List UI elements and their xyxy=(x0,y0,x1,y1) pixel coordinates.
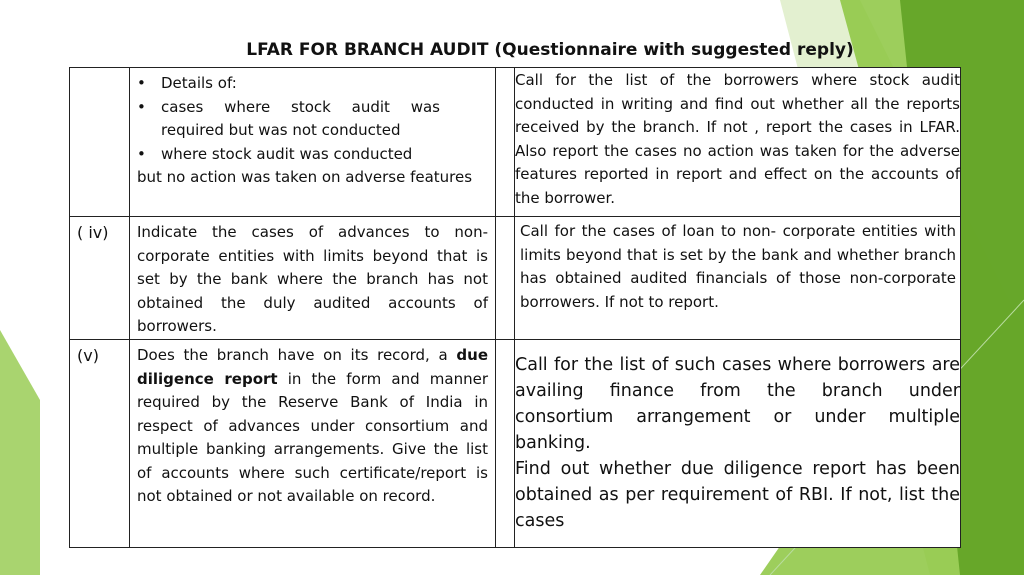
slide-title: LFAR FOR BRANCH AUDIT (Questionnaire with suggested reply) xyxy=(246,40,854,60)
due-diligence-emphasis: due diligence report xyxy=(137,346,488,388)
answer-paragraph: Call for the list of such cases where borrowers are availing finance from the branch under consortium arrangement or under multiple banking. xyxy=(515,355,960,453)
row-number xyxy=(70,68,130,217)
question-continuation: but no action was taken on adverse features xyxy=(137,168,473,186)
row-number: ( iv) xyxy=(70,217,130,340)
answer-cell: Call for the list of the borrowers where stock audit conducted in writing and find out whether all the reports received by the branch. If not , report the cases in LFAR. Also report the cases no action was taken for the adverse features reported in report and effect on the accounts of the borrower. xyxy=(515,68,961,217)
question-cell: Indicate the cases of advances to non-corporate entities with limits beyond that is set by the bank where the branch has not obtained the duly audited accounts of borrowers. xyxy=(130,217,496,340)
table-row xyxy=(70,340,961,548)
spacer-cell xyxy=(496,340,515,548)
question-cell xyxy=(130,340,496,548)
bullet-item: • where stock audit was conducted xyxy=(137,143,488,167)
table-row xyxy=(70,68,961,217)
spacer-cell xyxy=(496,217,515,340)
spacer-cell xyxy=(496,68,515,217)
bullet-item: • Details of: xyxy=(137,72,488,96)
answer-paragraph: Find out whether due diligence report has been obtained as per requirement of RBI. If not, list the cases xyxy=(515,459,960,531)
question-cell xyxy=(130,68,496,217)
answer-cell: Call for the cases of loan to non- corporate entities with limits beyond that is set by the bank and whether branch has obtained audited financials of those non-corporate borrowers. If not to report. xyxy=(515,217,961,340)
question-bullet-list xyxy=(137,72,488,166)
table-row xyxy=(70,217,961,340)
green-stripe-left xyxy=(0,330,40,575)
questionnaire-table xyxy=(69,67,961,548)
bullet-item: • cases where stock audit was required but was not conducted xyxy=(137,96,488,143)
row-number: (v) xyxy=(70,340,130,548)
question-text-start: Does the branch have on its record, a xyxy=(137,346,457,364)
question-text-end: in the form and manner required by the Reserve Bank of India in respect of advances under consortium and multiple banking arrangements. Give the list of accounts where such certificate/report is not obtained or not available on record. xyxy=(137,369,488,505)
answer-cell xyxy=(515,340,961,548)
